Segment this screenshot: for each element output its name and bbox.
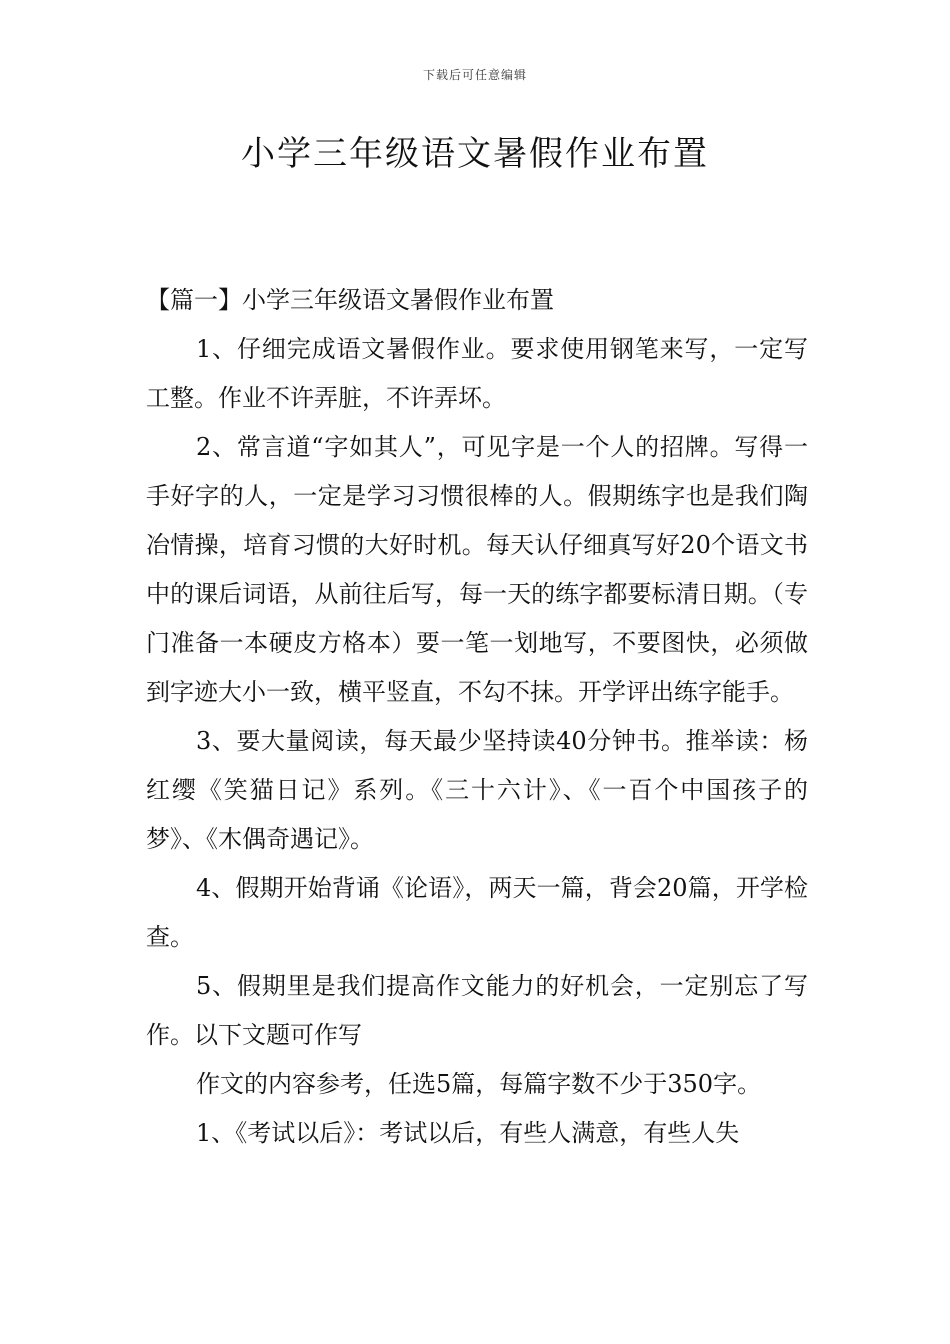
paragraph-1: 1、仔细完成语文暑假作业。要求使用钢笔来写，一定写工整。作业不许弄脏，不许弄坏。 xyxy=(146,335,808,412)
document-title: 小学三年级语文暑假作业布置 xyxy=(241,134,709,174)
paragraph-2: 2、常言道“字如其人”，可见字是一个人的招牌。写得一手好字的人，一定是学习习惯很棒的人。假期练字也是我们陶冶情操，培育习惯的大好时机。每天认仔细真写好20个语文书中的课后词语，从前往后写，每一天的练字都要标清日期。（专门准备一本硬皮方格本）要一笔一划地写，不要图快，必须做到字迹大小一致，横平竖直，不勾不抹。开学评出练字能手。 xyxy=(146,433,808,706)
paragraph-4: 4、假期开始背诵《论语》，两天一篇，背会20篇，开学检查。 xyxy=(146,874,808,951)
document-body xyxy=(146,276,808,1158)
paragraph-5: 5、假期里是我们提高作文能力的好机会，一定别忘了写作。以下文题可作写 xyxy=(146,972,808,1049)
paragraph-7: 1、《考试以后》：考试以后，有些人满意，有些人失 xyxy=(196,1119,740,1147)
section-heading: 【篇一】小学三年级语文暑假作业布置 xyxy=(146,286,554,314)
header-note: 下载后可任意编辑 xyxy=(422,68,527,82)
paragraph-3: 3、要大量阅读，每天最少坚持读40分钟书。推举读：杨红缨《笑猫日记》系列。《三十六计》、《一百个中国孩子的梦》、《木偶奇遇记》。 xyxy=(146,727,808,853)
paragraph-6: 作文的内容参考，任选5篇，每篇字数不少于350字。 xyxy=(196,1070,762,1098)
